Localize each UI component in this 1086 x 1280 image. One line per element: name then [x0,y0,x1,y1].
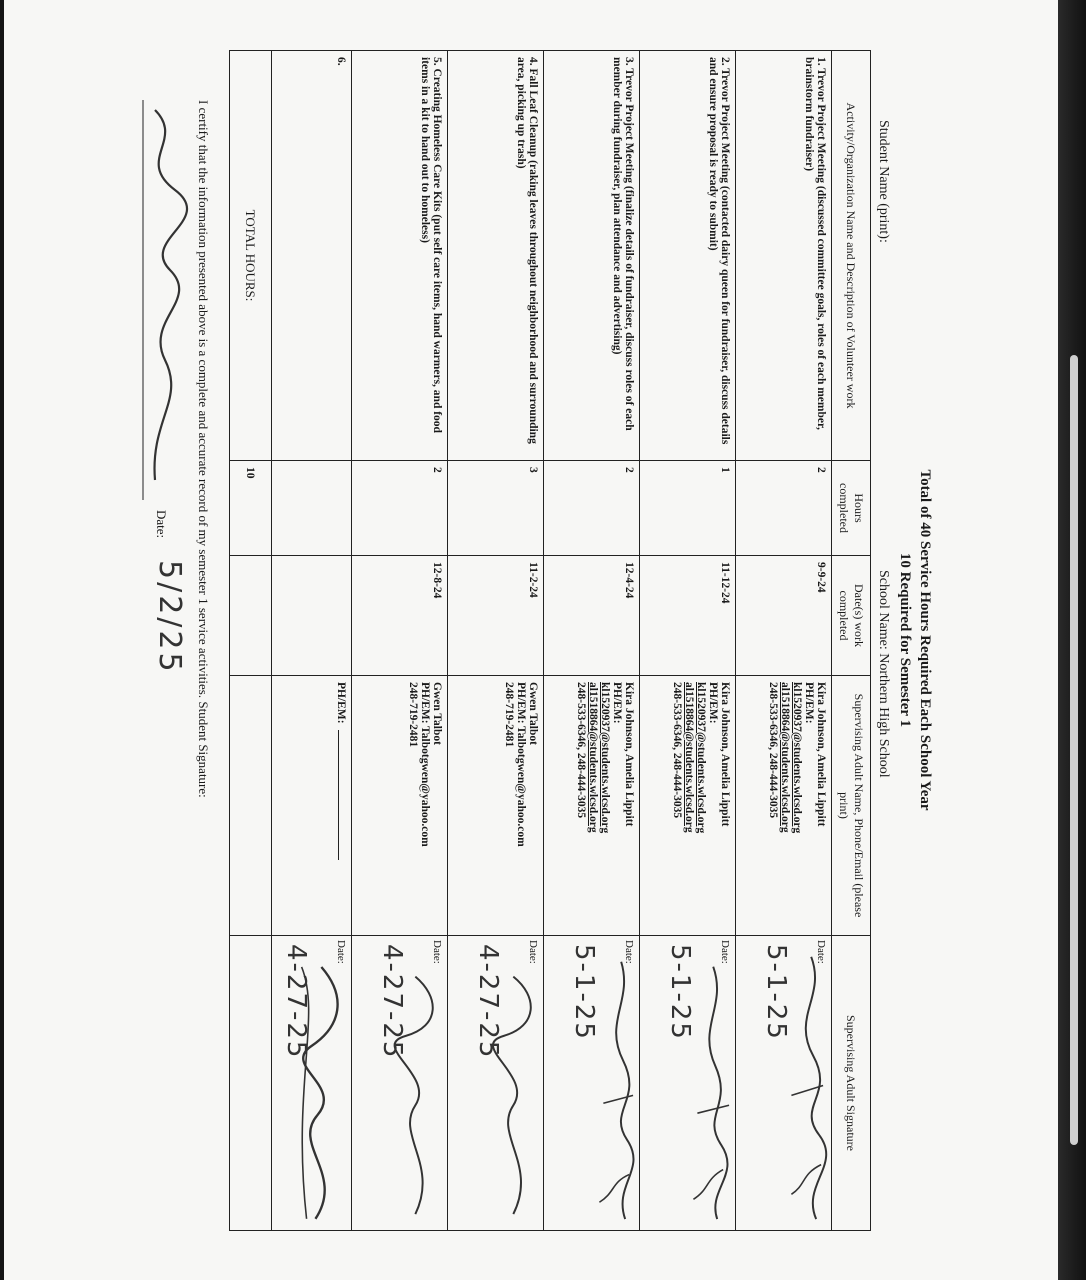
table-row [272,51,352,1231]
activity-cell: 4. Fall Leaf Cleanup (raking leaves throughout neighborhood and surrounding area, picking up trash) [448,51,544,461]
adult-phones: 248-719-2481 [407,682,419,748]
signature-cell [544,936,640,1231]
signature-date-label: Date: [719,940,731,964]
adult-cell [640,676,736,936]
adult-phem: PH/EM: [611,682,623,724]
hours-cell: 3 [448,461,544,556]
student-signature [125,100,195,500]
date-cell [272,556,352,676]
signature-date-label: Date: [815,940,827,964]
hours-cell: 2 [352,461,448,556]
signature-cell [448,936,544,1231]
activity-cell: 2. Trevor Project Meeting (contacted dairy queen for fundraiser, discuss details and ensure proposal is ready to submit) [640,51,736,461]
hours-cell [272,461,352,556]
adult-phem: PH/EM: Talbotgwen@yahoo.com [515,682,527,847]
adult-cell [736,676,832,936]
table-row [544,51,640,1231]
adult-phones: 248-533-6346, 248-444-3035 [671,682,683,819]
signature-cell [272,936,352,1231]
total-hours-value: 10 [230,461,272,556]
adult-phones: 248-533-6346, 248-444-3035 [767,682,779,819]
adult-email-2: al1518864@students.wlcsd.org [683,682,695,833]
adult-cell [448,676,544,936]
adult-cell [272,676,352,936]
activity-cell: 3. Trevor Project Meeting (finalize details of fundraiser, discuss roles of each member during fundraiser, plan attendance and advertising) [544,51,640,461]
date-cell: 9-9-24 [736,556,832,676]
date-cell: 11-2-24 [448,556,544,676]
signature-date-label: Date: [623,940,635,964]
adult-name: Gwen Talbot [527,682,539,745]
empty-cell [230,676,272,936]
empty-cell [230,936,272,1231]
empty-cell [230,556,272,676]
signature-date: 5-1-25 [665,944,695,1041]
hours-cell: 2 [736,461,832,556]
adult-email-1: kl1520937@students.wlcsd.org [599,682,611,834]
form-subtitle: 10 Required for Semester 1 [897,552,913,728]
date-cell: 12-8-24 [352,556,448,676]
certification-date: 5/2/25 [152,560,187,675]
activity-cell: 1. Trevor Project Meeting (discussed committee goals, roles of each member, brainstorm fundraiser) [736,51,832,461]
adult-name: Gwen Talbot [431,682,443,745]
student-name-label: Student Name (print): [876,120,891,243]
adult-name: Kira Johnson, Amelia Lippitt [623,682,635,827]
activity-cell: 5. Creating Homeless Care Kits (put self care items, hand warmers, and food items in a kit to hand out to homeless) [352,51,448,461]
signature-cell [736,936,832,1231]
adult-phem: PH/EM: Talbotgwen@yahoo.com [419,682,431,847]
adult-email-2: al1518864@students.wlcsd.org [587,682,599,833]
signature-date: 4-27-25 [377,944,407,1060]
table-header-row [832,51,871,1231]
header-adult: Supervising Adult Name, Phone/Email (please print) [832,676,871,936]
form-title: Total of 40 Service Hours Required Each School Year [917,469,933,811]
table-row [352,51,448,1231]
school-name-label: School Name: Northern High School [876,570,891,778]
signature-cell [640,936,736,1231]
adult-email-1: kl1520937@students.wlcsd.org [695,682,707,834]
date-cell: 11-12-24 [640,556,736,676]
adult-phones: 248-533-6346, 248-444-3035 [575,682,587,819]
adult-email-1: kl1520937@students.wlcsd.org [791,682,803,834]
total-hours-label: TOTAL HOURS: [230,51,272,461]
adult-cell [352,676,448,936]
service-hours-table [229,50,871,1231]
hours-cell: 2 [544,461,640,556]
signature-date-label: Date: [431,940,443,964]
table-row [448,51,544,1231]
header-dates: Date(s) work completed [832,556,871,676]
signature-date-label: Date: [335,940,347,964]
adult-name: Kira Johnson, Amelia Lippitt [719,682,731,827]
adult-phem: PH/EM: [803,682,815,724]
form-meta [871,40,893,1240]
service-hours-form [152,40,935,1240]
blank-line [338,730,339,860]
signature-date-label: Date: [527,940,539,964]
student-signature-area [125,40,195,1240]
signature-date: 5-1-25 [761,944,791,1041]
header-activity: Activity/Organization Name and Description of Volunteer work [832,51,871,461]
signature-date: 4-27-25 [473,944,503,1060]
header-hours: Hours completed [832,461,871,556]
adult-phem: PH/EM: [707,682,719,724]
scrollbar[interactable] [1070,355,1078,1145]
adult-phem: PH/EM: [335,682,347,724]
table-row [736,51,832,1231]
table-row [640,51,736,1231]
header-signature: Supervising Adult Signature [832,936,871,1231]
adult-cell [544,676,640,936]
date-cell: 12-4-24 [544,556,640,676]
signature-cell [352,936,448,1231]
total-row [230,51,272,1231]
activity-cell: 6. [272,51,352,461]
adult-name: Kira Johnson, Amelia Lippitt [815,682,827,827]
certification-statement: I certify that the information presented above is a complete and accurate record of my semester 1 service activities. Student Signature: [196,100,211,798]
certification-date-label: Date: [154,510,169,539]
signature-date: 4-27-25 [281,944,311,1060]
adult-phones: 248-719-2481 [503,682,515,748]
signature-date: 5-1-25 [569,944,599,1041]
hours-cell: 1 [640,461,736,556]
adult-email-2: al1518864@students.wlcsd.org [779,682,791,833]
